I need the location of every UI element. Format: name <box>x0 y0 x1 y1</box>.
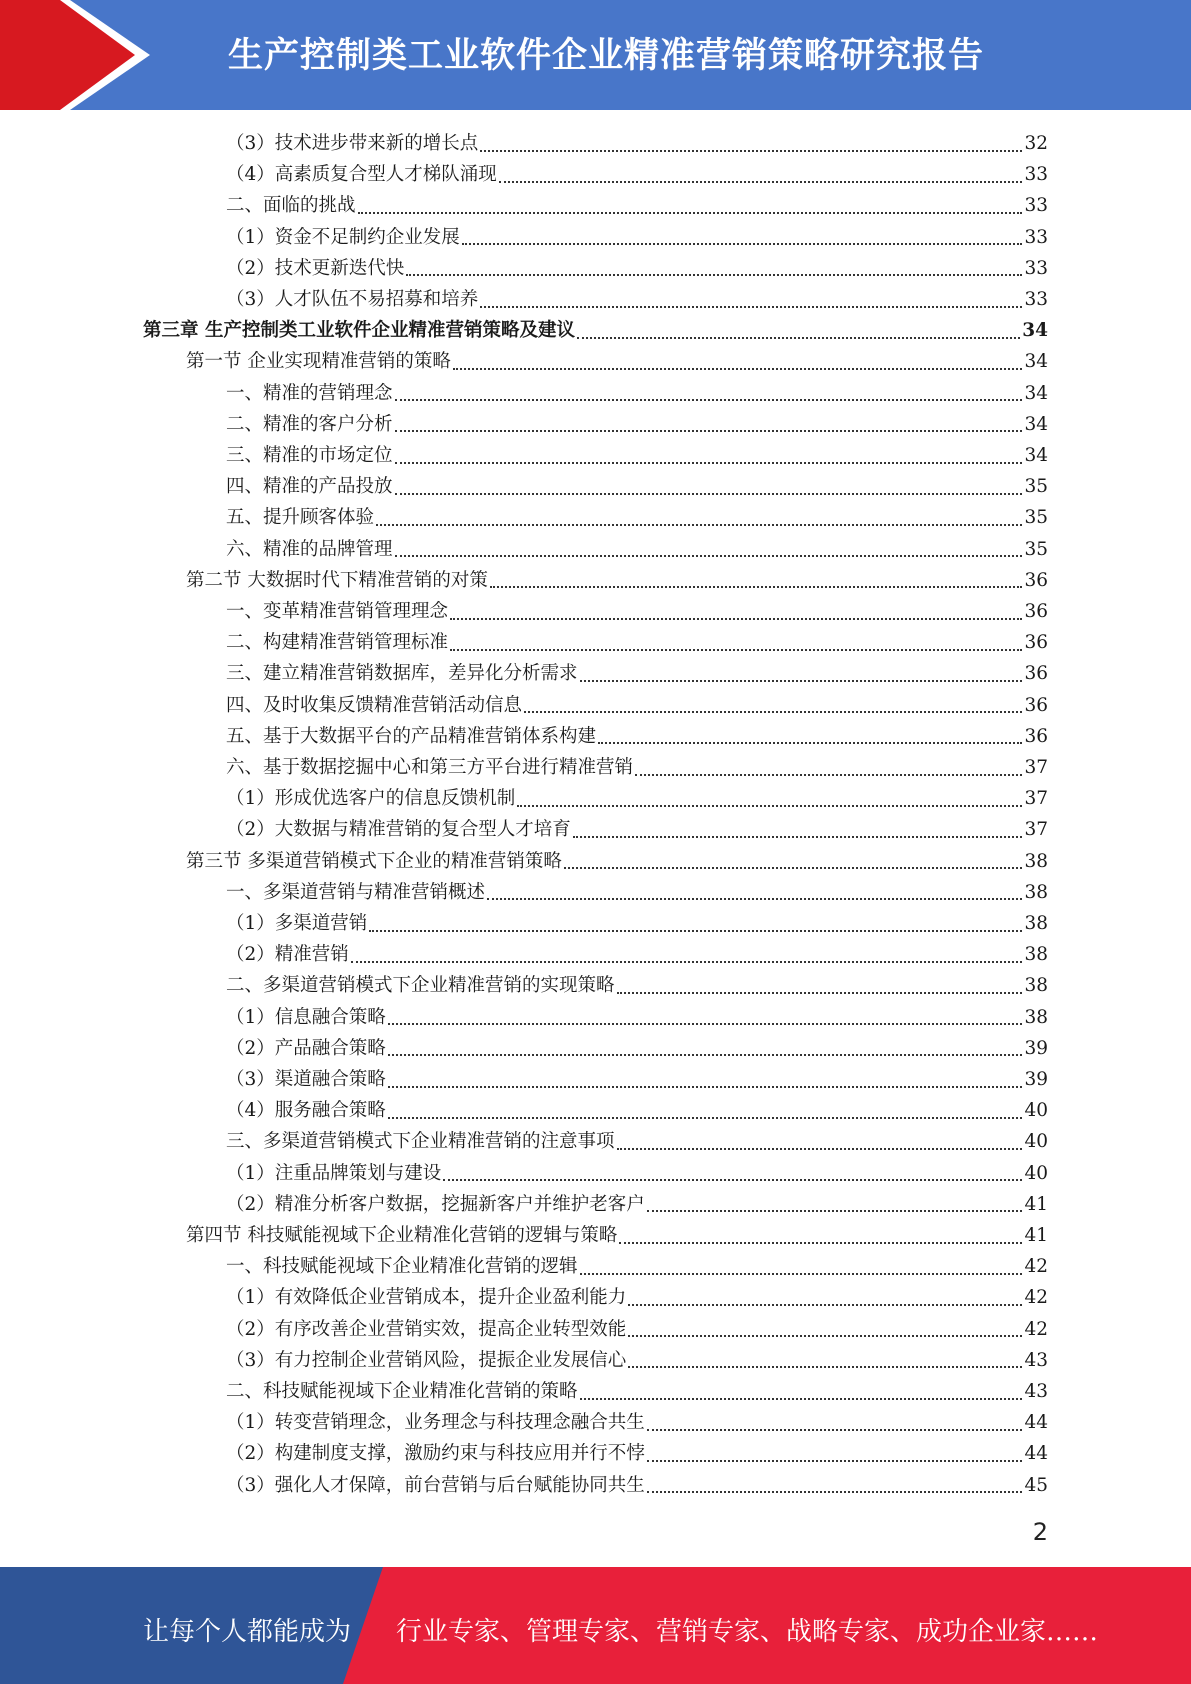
toc-entry-label: 五、基于大数据平台的产品精准营销体系构建 <box>226 725 597 747</box>
toc-dot-leader <box>388 1086 1023 1088</box>
toc-entry-page: 42 <box>1024 1287 1048 1309</box>
toc-dot-leader <box>351 961 1023 963</box>
chevron-logo-icon <box>0 0 150 110</box>
toc-dot-leader <box>635 774 1022 776</box>
toc-entry-label: （4）服务融合策略 <box>226 1100 386 1122</box>
toc-entry-label: 三、建立精准营销数据库，差异化分析需求 <box>226 663 578 685</box>
toc-dot-leader <box>388 1117 1023 1119</box>
toc-dot-leader <box>450 618 1022 620</box>
toc-entry-label: （1）注重品牌策划与建设 <box>226 1162 442 1184</box>
toc-entry-page: 38 <box>1024 1006 1048 1028</box>
toc-dot-leader <box>358 212 1023 214</box>
toc-entry[interactable] <box>226 877 1048 908</box>
toc-entry-page: 37 <box>1024 819 1048 841</box>
toc-entry-page: 37 <box>1024 788 1048 810</box>
toc-dot-leader <box>369 930 1022 932</box>
toc-entry-label: 一、精准的营销理念 <box>226 382 393 404</box>
toc-entry-page: 37 <box>1024 757 1048 778</box>
toc-entry-label: （2）产品融合策略 <box>226 1037 386 1059</box>
toc-entry-page: 39 <box>1024 1037 1048 1059</box>
toc-entry-page: 43 <box>1024 1349 1048 1371</box>
toc-dot-leader <box>376 524 1022 526</box>
toc-entry[interactable] <box>226 471 1048 502</box>
toc-entry-page: 42 <box>1024 1318 1048 1340</box>
toc-entry-page: 34 <box>1024 351 1048 373</box>
toc-entry-page: 38 <box>1024 850 1048 872</box>
toc-entry-label: （1）资金不足制约企业发展 <box>226 226 460 248</box>
toc-dot-leader <box>580 1273 1023 1275</box>
footer-banner <box>0 1567 1191 1684</box>
toc-entry[interactable] <box>226 1126 1048 1157</box>
toc-section-entry[interactable] <box>186 565 1048 596</box>
footer-slogan-left: 让每个人都能成为 <box>143 1617 352 1647</box>
toc-entry[interactable] <box>226 1251 1048 1282</box>
toc-entry-label: （1）转变营销理念，业务理念与科技理念融合共生 <box>226 1412 645 1434</box>
toc-entry-page: 36 <box>1024 663 1048 685</box>
toc-entry-page: 42 <box>1024 1256 1048 1278</box>
toc-entry-label: （4）高素质复合型人才梯队涌现 <box>226 164 497 186</box>
toc-entry-page: 38 <box>1024 913 1048 934</box>
toc-entry-label: 三、多渠道营销模式下企业精准营销的注意事项 <box>226 1131 615 1153</box>
toc-dot-leader <box>580 680 1023 682</box>
toc-entry-label: 一、多渠道营销与精准营销概述 <box>226 881 486 903</box>
toc-dot-leader <box>647 1460 1023 1462</box>
toc-dot-leader <box>617 1148 1023 1150</box>
toc-entry-label: 第三节 多渠道营销模式下企业的精准营销策略 <box>186 850 562 872</box>
toc-entry-page: 33 <box>1024 257 1048 279</box>
toc-entry[interactable] <box>226 440 1048 471</box>
toc-dot-leader <box>480 150 1022 152</box>
toc-entry[interactable] <box>226 1407 1048 1438</box>
toc-entry[interactable] <box>226 1095 1048 1126</box>
toc-entry-page: 35 <box>1024 507 1048 529</box>
toc-entry-page: 43 <box>1024 1381 1048 1402</box>
toc-entry-label: 第四节 科技赋能视域下企业精准化营销的逻辑与策略 <box>186 1225 618 1246</box>
toc-entry-page: 41 <box>1024 1225 1048 1246</box>
toc-entry[interactable] <box>226 1438 1048 1469</box>
toc-entry-page: 44 <box>1024 1412 1048 1434</box>
toc-dot-leader <box>490 586 1023 588</box>
toc-entry-page: 33 <box>1024 289 1048 310</box>
toc-entry-page: 34 <box>1024 382 1048 404</box>
toc-entry-page: 36 <box>1024 694 1048 716</box>
toc-dot-leader <box>453 368 1023 370</box>
toc-entry-label: （1）有效降低企业营销成本，提升企业盈利能力 <box>226 1287 627 1309</box>
toc-entry-page: 40 <box>1024 1162 1048 1184</box>
toc-entry-label: 第二节 大数据时代下精准营销的对策 <box>186 569 488 591</box>
toc-entry-label: （3）技术进步带来新的增长点 <box>226 133 479 154</box>
toc-dot-leader <box>395 399 1023 401</box>
toc-entry[interactable] <box>226 222 1048 253</box>
toc-entry-label: 二、精准的客户分析 <box>226 413 393 435</box>
toc-entry[interactable] <box>226 721 1048 752</box>
toc-dot-leader <box>647 1210 1023 1212</box>
toc-entry-label: （1）形成优选客户的信息反馈机制 <box>226 788 516 810</box>
toc-dot-leader <box>577 337 1020 339</box>
toc-dot-leader <box>580 1398 1023 1400</box>
toc-dot-leader <box>462 243 1023 245</box>
toc-entry[interactable] <box>226 1470 1048 1501</box>
toc-dot-leader <box>647 1491 1023 1493</box>
toc-entry[interactable] <box>226 1189 1048 1220</box>
toc-entry[interactable] <box>226 1376 1048 1407</box>
toc-dot-leader <box>564 867 1023 869</box>
toc-entry[interactable] <box>226 908 1048 939</box>
toc-entry-page: 45 <box>1024 1474 1048 1496</box>
toc-entry-label: （1）信息融合策略 <box>226 1006 386 1028</box>
toc-dot-leader <box>450 649 1022 651</box>
toc-entry-page: 34 <box>1022 320 1048 342</box>
toc-entry[interactable] <box>226 190 1048 221</box>
toc-entry-label: （1）多渠道营销 <box>226 913 368 934</box>
toc-entry-label: 二、构建精准营销管理标准 <box>226 632 449 654</box>
toc-entry-label: 六、基于数据挖掘中心和第三方平台进行精准营销 <box>226 757 634 778</box>
toc-entry[interactable] <box>226 1345 1048 1376</box>
toc-entry[interactable] <box>226 1033 1048 1064</box>
toc-entry-label: （3）人才队伍不易招募和培养 <box>226 289 479 310</box>
toc-entry-label: 一、科技赋能视域下企业精准化营销的逻辑 <box>226 1256 578 1278</box>
toc-entry[interactable] <box>226 159 1048 190</box>
toc-entry-label: （3）强化人才保障，前台营销与后台赋能协同共生 <box>226 1474 645 1496</box>
toc-entry-page: 36 <box>1024 632 1048 654</box>
toc-entry-page: 38 <box>1024 944 1048 966</box>
toc-entry[interactable] <box>226 1158 1048 1189</box>
toc-entry-page: 36 <box>1024 569 1048 591</box>
toc-entry-label: 一、变革精准营销管理理念 <box>226 601 449 622</box>
toc-entry-label: 第三章 生产控制类工业软件企业精准营销策略及建议 <box>143 320 575 342</box>
footer-slogan-right: 行业专家、管理专家、营销专家、战略专家、成功企业家…… <box>396 1617 1099 1647</box>
toc-dot-leader <box>388 1023 1023 1025</box>
toc-entry[interactable] <box>226 409 1048 440</box>
toc-entry-label: 四、及时收集反馈精准营销活动信息 <box>226 694 523 716</box>
toc-entry[interactable] <box>226 128 1048 159</box>
toc-entry-page: 35 <box>1024 538 1048 560</box>
toc-entry[interactable] <box>226 627 1048 658</box>
toc-entry[interactable] <box>226 970 1048 1001</box>
toc-entry-label: 第一节 企业实现精准营销的策略 <box>186 351 451 373</box>
toc-entry[interactable] <box>226 783 1048 814</box>
toc-entry-page: 33 <box>1024 164 1048 186</box>
toc-entry-label: （2）精准分析客户数据，挖掘新客户并维护老客户 <box>226 1193 645 1215</box>
toc-entry-label: 三、精准的市场定位 <box>226 445 393 466</box>
toc-dot-leader <box>395 462 1023 464</box>
toc-entry[interactable] <box>226 658 1048 689</box>
toc-dot-leader <box>647 1429 1023 1431</box>
toc-entry-label: 六、精准的品牌管理 <box>226 538 393 560</box>
toc-dot-leader <box>628 1335 1022 1337</box>
toc-dot-leader <box>487 898 1022 900</box>
toc-dot-leader <box>395 493 1023 495</box>
toc-entry[interactable] <box>226 378 1048 409</box>
toc-entry-page: 41 <box>1024 1193 1048 1215</box>
toc-entry[interactable] <box>226 1064 1048 1095</box>
toc-entry[interactable] <box>226 1282 1048 1313</box>
toc-entry-label: 五、提升顾客体验 <box>226 507 375 529</box>
toc-entry[interactable] <box>226 814 1048 845</box>
toc-entry-label: （3）有力控制企业营销风险，提振企业发展信心 <box>226 1349 627 1371</box>
report-title: 生产控制类工业软件企业精准营销策略研究报告 <box>228 36 985 76</box>
toc-entry-page: 32 <box>1024 133 1048 154</box>
toc-dot-leader <box>443 1179 1022 1181</box>
toc-dot-leader <box>573 836 1023 838</box>
toc-entry-label: （2）大数据与精准营销的复合型人才培育 <box>226 819 571 841</box>
toc-dot-leader <box>619 1242 1022 1244</box>
toc-entry-label: 二、多渠道营销模式下企业精准营销的实现策略 <box>226 975 615 997</box>
toc-entry-label: 二、科技赋能视域下企业精准化营销的策略 <box>226 1381 578 1402</box>
toc-entry[interactable] <box>226 284 1048 315</box>
toc-entry-page: 40 <box>1024 1100 1048 1122</box>
toc-entry-page: 34 <box>1024 445 1048 466</box>
toc-entry[interactable] <box>226 939 1048 970</box>
toc-entry-page: 39 <box>1024 1069 1048 1090</box>
toc-entry-page: 38 <box>1024 881 1048 903</box>
toc-entry[interactable] <box>226 502 1048 533</box>
toc-entry[interactable] <box>226 534 1048 565</box>
toc-entry-page: 38 <box>1024 975 1048 997</box>
toc-dot-leader <box>598 742 1022 744</box>
toc-dot-leader <box>499 181 1023 183</box>
toc-entry[interactable] <box>226 1314 1048 1345</box>
toc-entry-label: （2）有序改善企业营销实效，提高企业转型效能 <box>226 1318 627 1340</box>
toc-dot-leader <box>524 711 1022 713</box>
toc-section-entry[interactable] <box>186 1220 1048 1251</box>
toc-dot-leader <box>480 306 1022 308</box>
toc-dot-leader <box>388 1054 1023 1056</box>
toc-dot-leader <box>628 1304 1022 1306</box>
toc-dot-leader <box>406 274 1022 276</box>
toc-section-entry[interactable] <box>186 846 1048 877</box>
toc-entry[interactable] <box>226 752 1048 783</box>
toc-dot-leader <box>628 1366 1022 1368</box>
toc-entry-label: （2）精准营销 <box>226 944 349 966</box>
toc-entry[interactable] <box>226 596 1048 627</box>
toc-entry-label: 四、精准的产品投放 <box>226 476 393 498</box>
toc-entry-page: 33 <box>1024 195 1048 217</box>
toc-dot-leader <box>517 805 1022 807</box>
toc-entry-page: 35 <box>1024 476 1048 498</box>
page-number: 2 <box>1032 1518 1048 1546</box>
toc-chapter-entry[interactable] <box>143 315 1048 346</box>
toc-section-entry[interactable] <box>186 346 1048 377</box>
toc-entry-label: （2）构建制度支撑，激励约束与科技应用并行不悖 <box>226 1443 645 1465</box>
toc-dot-leader <box>617 992 1023 994</box>
toc-entry[interactable] <box>226 253 1048 284</box>
header-banner <box>0 0 1191 110</box>
toc-entry-page: 40 <box>1024 1131 1048 1153</box>
toc-entry-page: 36 <box>1024 601 1048 622</box>
toc-entry-label: （2）技术更新迭代快 <box>226 257 405 279</box>
toc-entry[interactable] <box>226 690 1048 721</box>
toc-dot-leader <box>395 430 1023 432</box>
toc-entry-page: 33 <box>1024 226 1048 248</box>
toc-entry-page: 34 <box>1024 413 1048 435</box>
toc-entry[interactable] <box>226 1002 1048 1033</box>
toc-entry-page: 36 <box>1024 725 1048 747</box>
toc-entry-label: （3）渠道融合策略 <box>226 1069 386 1090</box>
toc-dot-leader <box>395 555 1023 557</box>
toc-entry-page: 44 <box>1024 1443 1048 1465</box>
toc-entry-label: 二、面临的挑战 <box>226 195 356 217</box>
